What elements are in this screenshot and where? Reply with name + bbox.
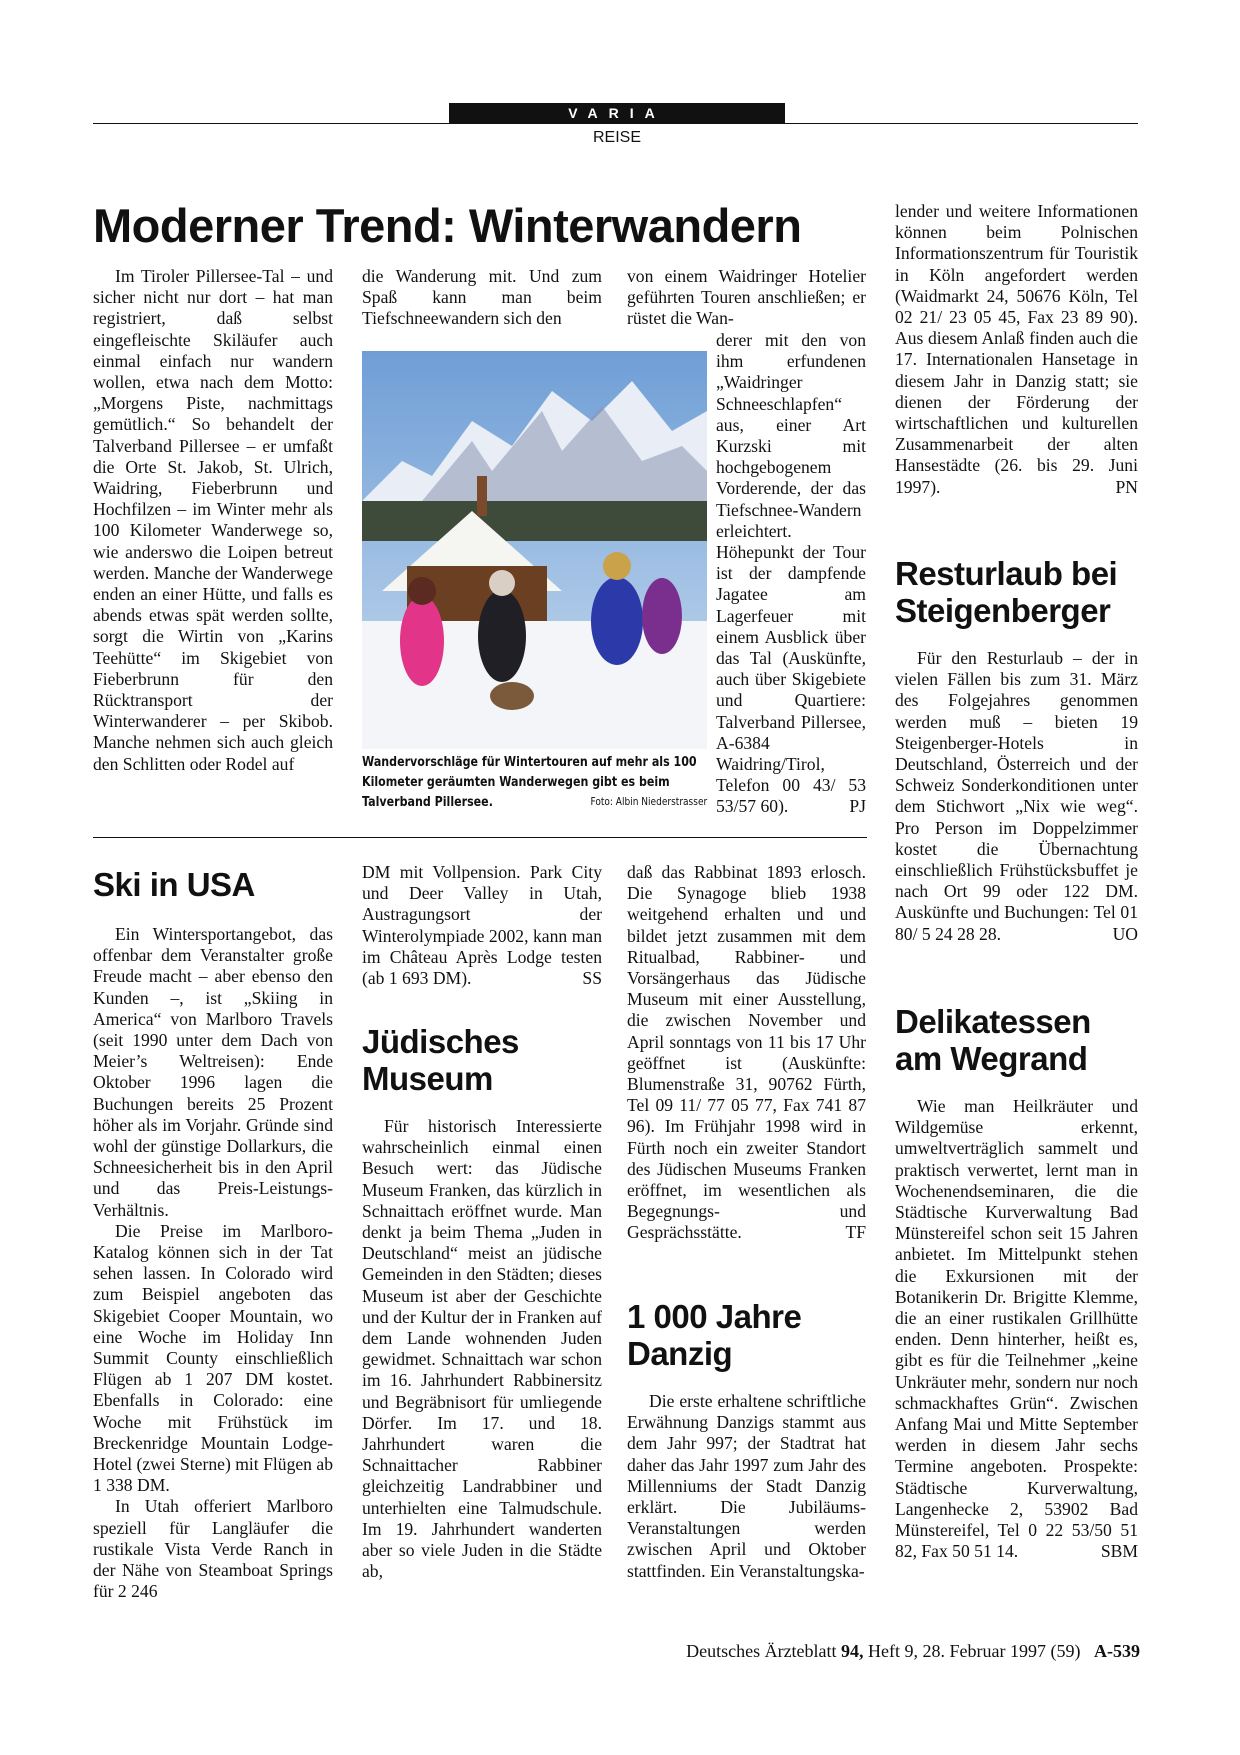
danzig-signature: PN: [1115, 476, 1138, 497]
delikatessen-body: [895, 1096, 1138, 1562]
main-article-text-col3-side: [716, 330, 866, 818]
section-label: VARIA: [449, 103, 785, 124]
ski-usa-cont-text: [362, 862, 602, 989]
resturlaub-text: [895, 648, 1138, 945]
ski-usa-body: [93, 924, 333, 1603]
footer-journal: Deutsches Ärzteblatt: [686, 1641, 837, 1661]
museum-text: Für historisch Interessierte wahrscheinlich einmal einen Besuch wert: das Jüdische Museum Franken, das kürzlich in Schnaittach eröffnet wurde. Man denkt ja beim Thema „Juden in Deutschland“ meist an jüdische Gemeinden in den Städten; dieses Museum ist aber der Geschichte und der Kultur der in Franken auf dem Lande wohnenden Juden gewidmet. Schnaittach war schon im 16. Jahrhundert Rabbinersitz und Begräbnisort für umliegende Dörfer. Im 17. und 18. Jahrhundert waren die Schnaittacher Rabbiner gleichzeitig Landrabbiner und unterhielten eine Talmudschule. Im 19. Jahrhundert wanderten aber so viele Juden in die Städte ab,: [362, 1116, 602, 1582]
delikatessen-headline: Delikatessen am Wegrand: [895, 1003, 1091, 1077]
main-article-text-col2: die Wanderung mit. Und zum Spaß kann man beim Tiefschneewandern sich den: [362, 266, 602, 329]
photo-caption: [362, 752, 707, 812]
photo-credit: Foto: Albin Niederstrasser: [590, 795, 708, 808]
photo-caption-text: Wandervorschläge für Wintertouren auf mehr als 100 Kilometer geräumten Wanderwegen gibt es beim Talverband Pillersee.: [362, 754, 697, 810]
danzig-text: Die erste erhaltene schriftliche Erwähnung Danzigs stammt aus dem Jahr 997; der Stadtrat hat daher das Jahr 1997 zum Jahr des Millenniums der Stadt Danzig erklärt. Die Jubiläums-Veranstaltungen werden zwischen April und Oktober stattfinden. Ein Veranstaltungska-: [627, 1391, 866, 1581]
delikatessen-signature: SBM: [1100, 1541, 1138, 1562]
museum-signature: TF: [845, 1222, 866, 1243]
page-footer: [686, 1641, 1140, 1662]
footer-issue: Heft 9, 28. Februar 1997 (59): [868, 1641, 1081, 1661]
museum-body: [362, 1116, 602, 1582]
ski-usa-p2: Die Preise im Marlboro-Katalog können sich in der Tat sehen lassen. In Colorado wird zum Beispiel angeboten das Skigebiet Cooper Mountain, wo eine Woche im Holiday Inn Summit County einschließlich Flügen ab 1 207 DM kostet. Ebenfalls in Colorado: eine Woche mit Frühstück im Breckenridge Mountain Lodge-Hotel (zwei Sterne) mit Flügen ab 1 338 DM.: [93, 1220, 333, 1496]
main-article-col3-top: [627, 266, 866, 330]
main-article-col3-side: [716, 330, 866, 818]
museum-continuation: [627, 862, 866, 1244]
main-article-col2: [362, 266, 602, 330]
museum-cont-text: [627, 862, 866, 1244]
main-article-text-col3-body: derer mit den von ihm erfundenen „Waidringer Schneeschlapfen“ aus, einer Art Kurzski mit hochgebogenem Vorderende, der das Tiefschnee-Wandern erleichtert. Höhepunkt der Tour ist der dampfende Jagatee am Lagerfeuer mit einem Ausblick über das Tal (Auskünfte, auch über Skigebiete und Quartiere: Talverband Pillersee, A-6384 Waidring/Tirol, Telefon 00 43/ 53 53/57 60).: [716, 330, 866, 817]
subsection-label: REISE: [592, 129, 641, 146]
ski-usa-signature: SS: [582, 968, 602, 989]
delikatessen-text: [895, 1096, 1138, 1562]
resturlaub-body-text: Für den Resturlaub – der in vielen Fällen bis zum 31. März des Folgejahres genommen werden muß – bieten 19 Steigenberger-Hotels in Deutschland, Österreich und der Schweiz Sonderkonditionen unter dem Stichwort „Nix wie weg“. Pro Person im Doppelzimmer kostet die Übernachtung einschließlich Frühstücksbuffet je nach Ort 99 oder 122 DM. Auskünfte und Buchungen: Tel 01 80/ 5 24 28 28.: [895, 648, 1138, 944]
main-article-signature: PJ: [849, 796, 866, 817]
footer-volume: 94,: [841, 1641, 864, 1661]
resturlaub-headline: Resturlaub bei Steigenberger: [895, 555, 1118, 629]
museum-headline: Jüdisches Museum: [362, 1023, 519, 1097]
resturlaub-signature: UO: [1112, 923, 1138, 944]
danzig-body: [627, 1391, 866, 1582]
main-article-text-col3-top: von einem Waidringer Hotelier geführten Touren anschließen; er rüstet die Wan-: [627, 266, 866, 329]
danzig-continuation: [895, 201, 1138, 498]
danzig-continuation-body: lender und weitere Informationen können beim Polnischen Informationszentrum für Touristik in Köln angefordert werden (Waidmarkt 24, 50676 Köln, Tel 02 21/ 23 05 45, Fax 23 89 90). Aus diesem Anlaß finden auch die 17. Internationalen Hansetage in diesem Jahr in Danzig statt; sie dienen der Förderung der wirtschaftlichen und kulturellen Zusammenarbeit der alten Hansestädte (26. bis 29. Juni 1997).: [895, 201, 1138, 497]
main-article-text: Im Tiroler Pillersee-Tal – und sicher nicht nur dort – hat man registriert, daß selbst eingefleischte Skiläufer auch einmal einfach nur wandern wollen, etwa nach dem Motto: „Morgens Piste, nachmittags gemütlich.“ So behandelt der Talverband Pillersee – er umfaßt die Orte St. Jakob, St. Ulrich, Waidring, Fieberbrunn und Hochfilzen – im Winter mehr als 100 Kilometer Wanderwege so, wie anderswo die Loipen betreut werden. Manche der Wanderwege enden an einer Hütte, und falls es abends etwas spät werden sollte, sorgt die Wirtin von „Karins Teehütte“ im Skigebiet von Fieberbrunn für den Rücktransport der Winterwanderer – per Skibob. Manche nehmen sich auch gleich den Schlitten oder Rodel auf: [93, 266, 333, 774]
ski-usa-cont-body: DM mit Vollpension. Park City und Deer Valley in Utah, Austragungsort der Winterolympiade 2002, kann man im Château Après Lodge testen (ab 1 693 DM).: [362, 862, 602, 989]
article-photo: [362, 351, 707, 749]
main-article-col1: [93, 266, 333, 775]
danzig-headline: 1 000 Jahre Danzig: [627, 1298, 802, 1372]
ski-usa-headline: Ski in USA: [93, 866, 255, 903]
delikatessen-body-text: Wie man Heilkräuter und Wildgemüse erkennt, umweltverträglich sammelt und praktisch verwertet, lernt man in Wochenendseminaren, die die Städtische Kurverwaltung Bad Münstereifel schon seit 15 Jahren anbietet. Im Mittelpunkt stehen die Exkursionen mit der Botanikerin Dr. Brigitte Klemme, die an einer rustikalen Grillhütte enden. Denn hinterher, heißt es, gibt es für die Teilnehmer „keine Unkräuter mehr, sondern nur noch schmackhaftes Grün“. Zwischen Anfang Mai und Mitte September werden in diesem Jahr sechs Termine angeboten. Prospekte: Städtische Kurverwaltung, Langenhecke 2, 53902 Bad Münstereifel, Tel 0 22 53/50 51 82, Fax 50 51 14.: [895, 1096, 1138, 1562]
ski-usa-p1: Ein Wintersportangebot, das offenbar dem Veranstalter große Freude macht – aber ebenso den Kunden –, ist „Skiing in America“ von Marlboro Travels (seit 1990 unter dem Dach von Meier’s Weltreisen): Ende Oktober 1996 lagen die Buchungen bereits 25 Prozent höher als im Vorjahr. Gründe sind wohl der günstige Dollarkurs, die Schneesicherheit bis in den April und das Preis-Leistungs-Verhältnis.: [93, 924, 333, 1220]
museum-cont-body: daß das Rabbinat 1893 erlosch. Die Synagoge blieb 1938 weitgehend erhalten und und bildet jetzt zusammen mit dem Ritualbad, Rabbiner- und Vorsängerhaus das Jüdische Museum mit einer Ausstellung, die zwischen November und April sonntags von 11 bis 17 Uhr geöffnet ist (Auskünfte: Blumenstraße 31, 90762 Fürth, Tel 09 11/ 77 05 77, Fax 741 87 96). Im Frühjahr 1998 wird in Fürth noch ein zweiter Standort des Jüdischen Museums Franken eröffnet, im wesentlichen als Begegnungs- und Gesprächsstätte.: [627, 862, 866, 1243]
danzig-continuation-text: [895, 201, 1138, 498]
resturlaub-body: [895, 648, 1138, 945]
section-divider: [93, 837, 867, 838]
ski-usa-p3: In Utah offeriert Marlboro speziell für Langläufer die rustikale Vista Verde Ranch in der Nähe von Steamboat Springs für 2 246: [93, 1496, 333, 1602]
ski-usa-continuation: [362, 862, 602, 989]
main-headline: Moderner Trend: Winterwandern: [93, 199, 802, 252]
footer-page-number: A-539: [1094, 1641, 1140, 1661]
